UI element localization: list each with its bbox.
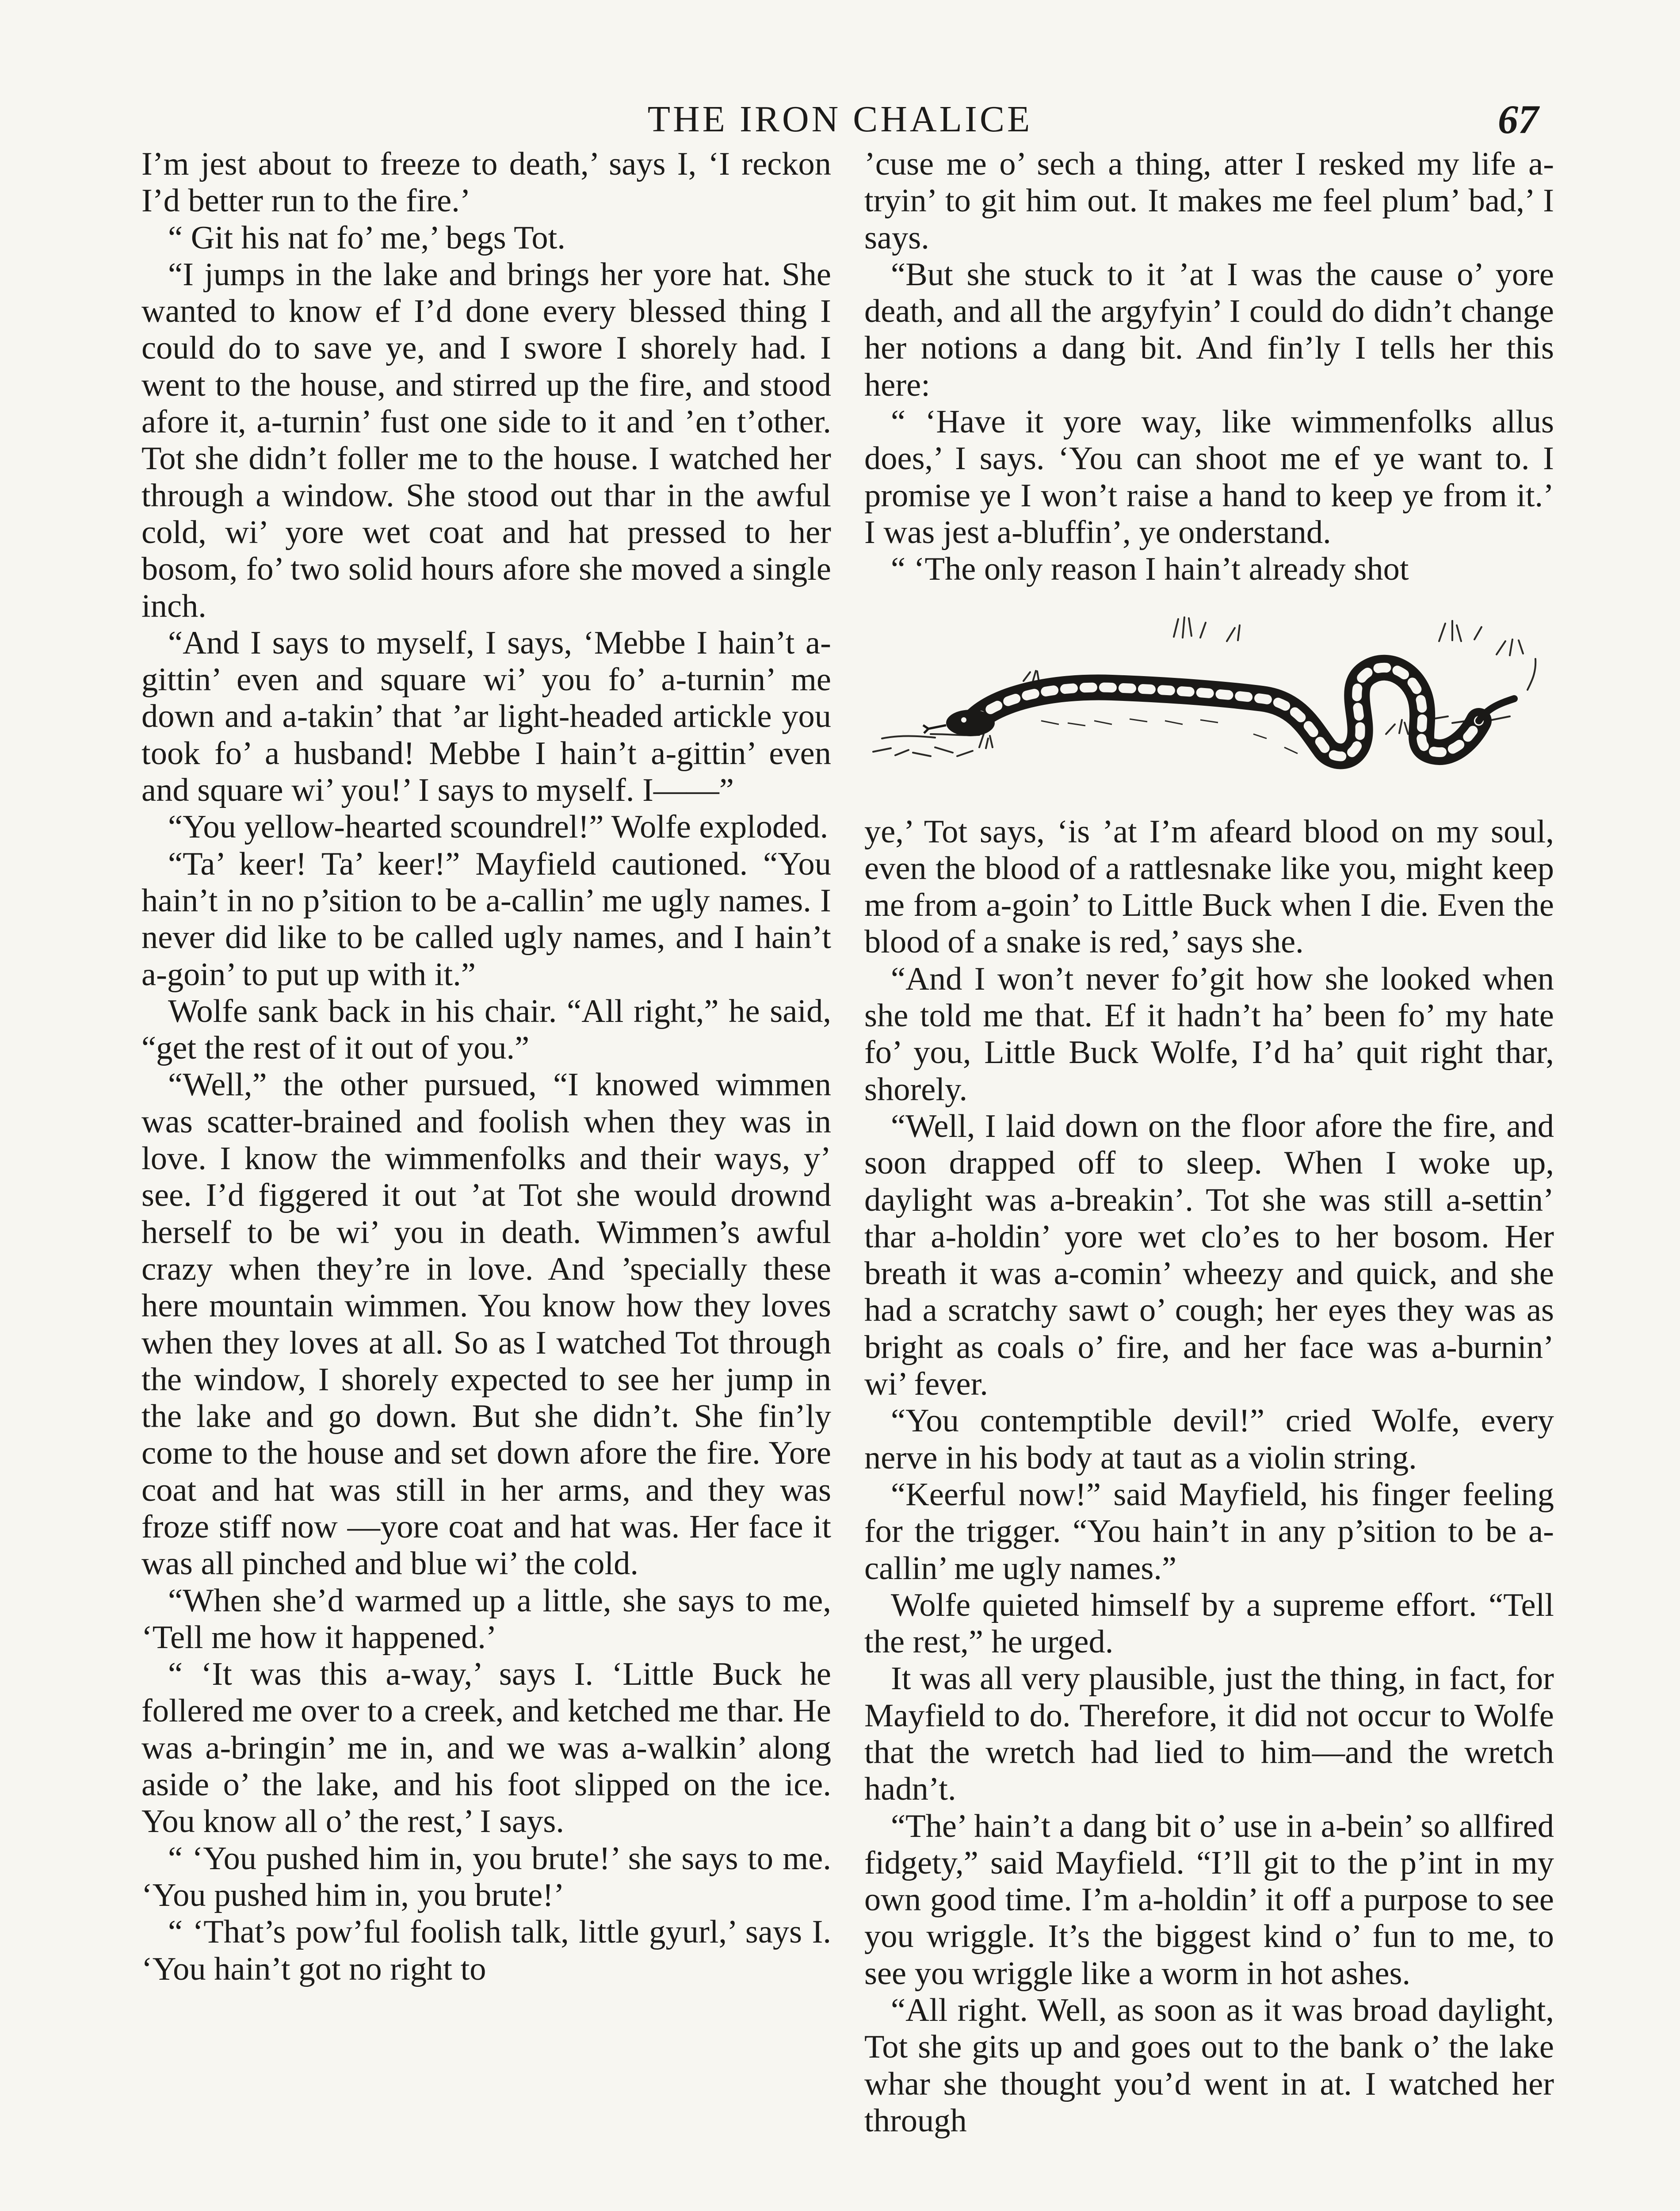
paragraph: It was all very plausible, just the thing, in fact, for Mayfield to do. Therefore, it did not occur to Wolfe that the wretch had lied to him—and the wretch hadn’t. (864, 1660, 1554, 1808)
paragraph: “You contemptible devil!” cried Wolfe, every nerve in his body at taut as a violin string. (864, 1403, 1554, 1476)
right-column (864, 146, 1554, 2139)
paragraph: “All right. Well, as soon as it was broad daylight, Tot she gits up and goes out to the bank o’ the lake whar she thought you’d went in at. I watched her through (864, 1992, 1554, 2139)
paragraph: “Keerful now!” said Mayfield, his finger feeling for the trigger. “You hain’t in any p’sition to be a-callin’ me ugly names.” (864, 1476, 1554, 1587)
paragraph: “Well,” the other pursued, “I knowed wimmen was scatter-brained and foolish when they was in love. I know the wimmenfolks and their ways, y’ see. I’d figgered it out ’at Tot she would drownd herself to be wi’ you in death. Wimmen’s awful crazy when they’re in love. And ’specially these here mountain wimmen. You know how they loves when they loves at all. So as I watched Tot through the window, I shorely expected to see her jump in the lake and go down. But she didn’t. She fin’ly come to the house and set down afore the fire. Yore coat and hat was still in her arms, and they was froze stiff now —yore coat and hat was. Her face it was all pinched and blue wi’ the cold. (141, 1067, 831, 1582)
snake-illustration (864, 588, 1554, 814)
paragraph: “ ‘The only reason I hain’t already shot (891, 551, 1409, 588)
paragraph: “I jumps in the lake and brings her yore hat. She wanted to know ef I’d done every blessed thing I could do to save ye, and I swore I shorely had. I went to the house, and stirred up the fire, and stood afore it, a-turnin’ fust one side to it and ’en t’other. Tot she didn’t foller me to the house. I watched her through a window. She stood out thar in the awful cold, wi’ yore wet coat and hat pressed to her bosom, fo’ two solid hours afore she moved a single inch. (141, 256, 831, 624)
paragraph: “You yellow-hearted scoundrel!” Wolfe exploded. (168, 809, 829, 845)
paragraph: “And I says to myself, I says, ‘Mebbe I hain’t a-gittin’ even and square wi’ you fo’ a-turnin’ me down and a-takin’ that ’ar light-headed artickle you took fo’ a husband! Mebbe I hain’t a-gittin’ even and square wi’ you!’ I says to myself. I——” (141, 624, 831, 809)
paragraph: “Well, I laid down on the floor afore the fire, and soon drapped off to sleep. When I woke up, daylight was a-breakin’. Tot she was still a-settin’ thar a-holdin’ yore wet clo’es to her bosom. Her breath it was a-comin’ wheezy and quick, and she had a scratchy sawt o’ cough; her eyes they was as bright as coals o’ fire, and her face was a-burnin’ wi’ fever. (864, 1108, 1554, 1403)
paragraph: “But she stuck to it ’at I was the cause o’ yore death, and all the argyfyin’ I could do didn’t change her notions a dang bit. And fin’ly I tells her this here: (864, 256, 1554, 403)
page-header (141, 93, 1539, 146)
paragraph: “ ‘That’s pow’ful foolish talk, little gyurl,’ says I. ‘You hain’t got no right to (141, 1914, 831, 1987)
running-title: THE IRON CHALICE (647, 99, 1033, 140)
paragraph: “The’ hain’t a dang bit o’ use in a-bein’ so allfired fidgety,” said Mayfield. “I’ll git to the p’int in my own good time. I’m a-holdin’ it off a purpose to see you wriggle. It’s the biggest kind o’ fun to me, to see you wriggle like a worm in hot ashes. (864, 1808, 1554, 1992)
paragraph: I’m jest about to freeze to death,’ says I, ‘I reckon I’d better run to the fire.’ (141, 146, 831, 219)
paragraph: “ ‘Have it yore way, like wimmenfolks allus does,’ I says. ‘You can shoot me ef ye want to. I promise ye I won’t raise a hand to keep ye from it.’ I was jest a-bluffin’, ye onderstand. (864, 404, 1554, 551)
snake-icon (864, 588, 1554, 814)
paragraph: Wolfe sank back in his chair. “All right,” he said, “get the rest of it out of you.” (141, 993, 831, 1067)
paragraph: ye,’ Tot says, ‘is ’at I’m afeard blood on my soul, even the blood of a rattlesnake like you, might keep me from a-goin’ to Little Buck when I die. Even the blood of a snake is red,’ says she. (864, 813, 1554, 960)
paragraph: ’cuse me o’ sech a thing, atter I resked my life a-tryin’ to git him out. It makes me feel plum’ bad,’ I says. (864, 146, 1554, 256)
paragraph: “And I won’t never fo’git how she looked when she told me that. Ef it hadn’t ha’ been fo’ my hate fo’ you, Little Buck Wolfe, I’d ha’ quit right thar, shorely. (864, 960, 1554, 1108)
paragraph: “Ta’ keer! Ta’ keer!” Mayfield cautioned. “You hain’t in no p’sition to be a-callin’ me ugly names. I never did like to be called ugly names, and I hain’t a-goin’ to put up with it.” (141, 845, 831, 993)
paragraph: Wolfe quieted himself by a supreme effort. “Tell the rest,” he urged. (864, 1587, 1554, 1660)
paragraph: “ Git his nat fo’ me,’ begs Tot. (168, 219, 565, 256)
paragraph: “ ‘It was this a-way,’ says I. ‘Little Buck he follered me over to a creek, and ketched me thar. He was a-bringin’ me in, and we was a-walkin’ along aside o’ the lake, and his foot slipped on the ice. You know all o’ the rest,’ I says. (141, 1656, 831, 1840)
left-column (141, 146, 831, 1988)
paragraph: “When she’d warmed up a little, she says to me, ‘Tell me how it happened.’ (141, 1582, 831, 1656)
page-number: 67 (1498, 97, 1539, 142)
paragraph: “ ‘You pushed him in, you brute!’ she says to me. ‘You pushed him in, you brute!’ (141, 1840, 831, 1913)
